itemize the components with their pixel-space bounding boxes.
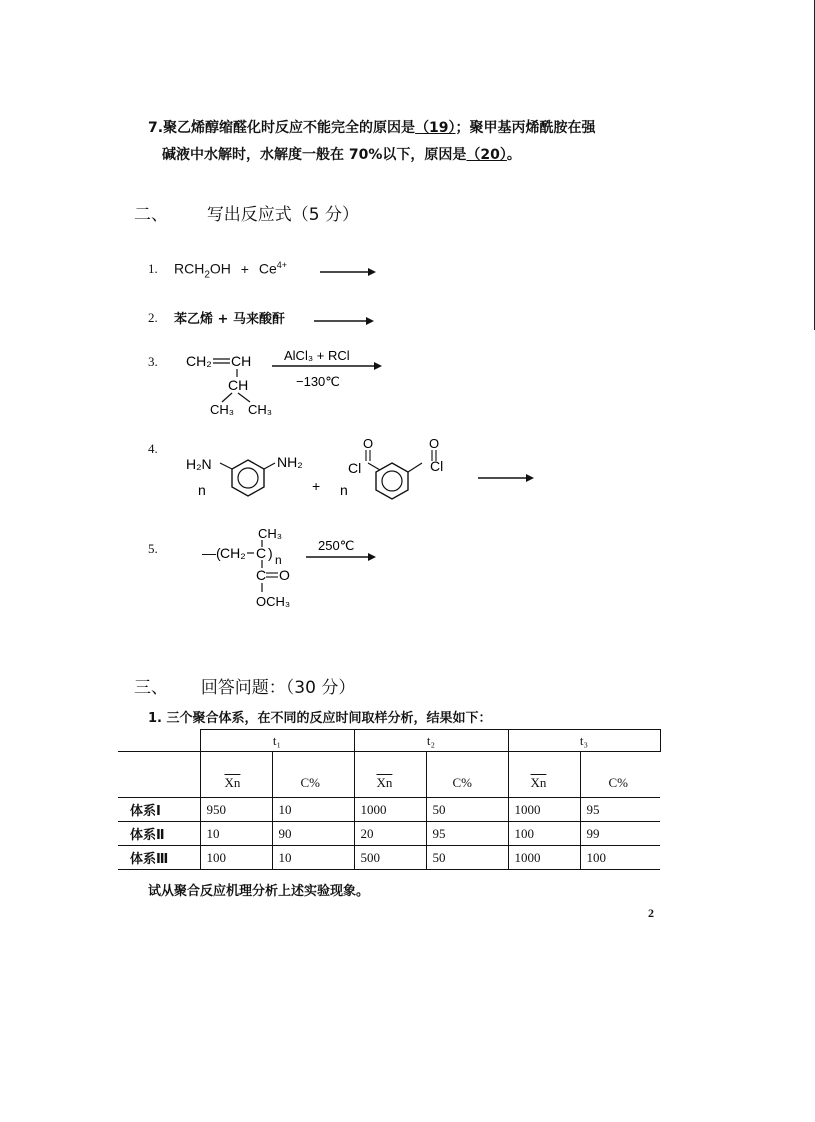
r4-plus: +	[312, 478, 321, 494]
table-row-label: 体系Ⅱ	[118, 822, 200, 846]
table-row	[118, 822, 660, 846]
reaction-3-number: 3.	[148, 354, 158, 369]
table-cell: 100	[200, 846, 272, 870]
reaction-1-arrow	[318, 266, 378, 278]
table-group-header: t₁	[200, 730, 354, 752]
table-cell: 10	[272, 846, 354, 870]
question-7-text-1: 聚乙烯醇缩醛化时反应不能完全的原因是	[163, 120, 416, 136]
question-7-line-1	[148, 117, 596, 137]
r4-h2n: H₂N	[186, 456, 212, 472]
r5-o: O	[279, 567, 290, 583]
r4-n-right: n	[340, 482, 348, 498]
reaction-1-equation: $RCH_2OH + Ce^{4+}$	[174, 260, 288, 281]
r4-n-left: n	[198, 482, 206, 498]
r5-n: n	[275, 553, 282, 567]
r5-ch2: CH₂	[220, 545, 246, 561]
reaction-1-number: 1.	[148, 261, 158, 276]
table-cell: 10	[272, 798, 354, 822]
r5-bracket-left: —(	[202, 545, 221, 561]
r5-och3: OCH₃	[256, 594, 291, 609]
question-7-number: 7.	[148, 120, 164, 136]
table-row-label: 体系Ⅰ	[118, 798, 200, 822]
r4-cl-right: Cl	[430, 458, 444, 474]
table-row	[118, 798, 660, 822]
table-cell: 95	[426, 822, 508, 846]
question-1-note: 试从聚合反应机理分析上述实验现象。	[148, 884, 370, 899]
reaction-2-text: 苯乙烯 + 马来酸酐	[174, 312, 285, 327]
table-column-header: $\overline{Xn}$	[354, 752, 426, 798]
table-cell: 1000	[508, 798, 580, 822]
reaction-4-structure	[180, 425, 550, 510]
table-cell: 1000	[354, 798, 426, 822]
r5-bracket-right: )	[268, 545, 273, 561]
table-row	[118, 846, 660, 870]
question-1-intro: 1. 三个聚合体系，在不同的反应时间取样分析，结果如下：	[148, 711, 492, 726]
table-column-row	[118, 752, 660, 798]
r3-condition: −130℃	[296, 374, 340, 389]
table-row-label: 体系Ⅲ	[118, 846, 200, 870]
r5-condition: 250℃	[318, 538, 355, 553]
r4-cl-left: Cl	[348, 460, 362, 476]
r5-c: C	[256, 545, 267, 561]
reaction-5-structure	[196, 520, 396, 616]
table-column-header: C%	[272, 752, 354, 798]
section-2-title: 写出反应式（5 分）	[206, 205, 360, 225]
r3-reagent: AlCl₃ + RCl	[284, 348, 350, 363]
table-cell: 100	[508, 822, 580, 846]
question-7-text-3: 碱液中水解时，水解度一般在 70%以下，原因是	[162, 147, 467, 163]
table-cell: 1000	[508, 846, 580, 870]
table-column-header: C%	[426, 752, 508, 798]
question-7-text-4: 。	[506, 147, 521, 163]
r3-ch3-left: CH₃	[210, 402, 235, 417]
table-cell: 500	[354, 846, 426, 870]
question-7-line-2	[162, 144, 521, 164]
r3-ch-mid: CH	[228, 377, 249, 393]
r4-o-right: O	[429, 436, 440, 451]
section-3-heading	[134, 673, 355, 698]
table-corner	[118, 730, 200, 752]
table-column-header: C%	[580, 752, 660, 798]
r5-ch3: CH₃	[258, 526, 283, 541]
section-2-number: 二、	[134, 205, 168, 225]
reaction-4-number: 4.	[148, 441, 158, 456]
reaction-5-number: 5.	[148, 541, 158, 556]
page-number: 2	[648, 906, 654, 920]
r4-nh2: NH₂	[277, 454, 303, 470]
table-group-header: t₂	[354, 730, 508, 752]
table-cell: 10	[200, 822, 272, 846]
section-3-number: 三、	[134, 678, 168, 698]
table-cell: 20	[354, 822, 426, 846]
results-table	[118, 729, 661, 870]
r3-ch3-right: CH₃	[248, 402, 273, 417]
blank-20: （20）	[466, 147, 507, 163]
table-group-header: t₃	[508, 730, 660, 752]
r5-carbonyl-c: C	[256, 567, 267, 583]
reaction-2-number: 2.	[148, 310, 158, 325]
table-group-row	[118, 730, 660, 752]
table-column-header: $\overline{Xn}$	[508, 752, 580, 798]
reaction-3-structure	[170, 342, 400, 424]
r4-o-left: O	[363, 436, 374, 451]
section-2-heading	[134, 200, 359, 225]
reaction-2-arrow	[312, 315, 376, 327]
table-cell: 50	[426, 846, 508, 870]
table-corner-2	[118, 752, 200, 798]
blank-19: （19）	[415, 120, 456, 136]
table-cell: 50	[426, 798, 508, 822]
table-cell: 99	[580, 822, 660, 846]
section-3-title: 回答问题：（30 分）	[200, 678, 356, 698]
table-cell: 90	[272, 822, 354, 846]
r3-ch2: CH₂	[186, 353, 212, 369]
r3-ch-top: CH	[231, 353, 252, 369]
table-column-header: $\overline{Xn}$	[200, 752, 272, 798]
question-7-text-2: ；聚甲基丙烯酰胺在强	[455, 120, 596, 136]
table-cell: 100	[580, 846, 660, 870]
table-cell: 950	[200, 798, 272, 822]
table-cell: 95	[580, 798, 660, 822]
